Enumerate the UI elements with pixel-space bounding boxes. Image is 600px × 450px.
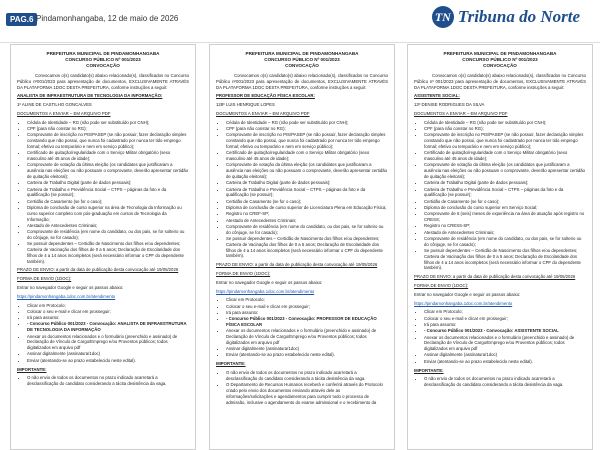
notice-column-1 bbox=[10, 44, 196, 450]
step-item: • Enviar (atentando-se ao prazo estabelecido neste edital). bbox=[424, 359, 586, 365]
step-item: • Clicar em Protocolo; bbox=[424, 309, 586, 315]
docs-item: • Carteira de Trabalho Digital (parte de dados pessoais); bbox=[424, 180, 586, 186]
deadline: PRAZO DE ENVIO: a partir da data de publicação desta convocação até 19/05/2026 bbox=[414, 274, 576, 280]
note-item: • O não envio de todos os documentos no prazo indicado acarretará a desclassificação do candidato considerando a tácita desistência da vaga. bbox=[226, 370, 388, 382]
form-heading: FORMA DE ENVIO (1DOC): bbox=[216, 270, 271, 276]
note-item: • O não envio de todos os documentos no prazo indicado acarretará a desclassificação do candidato considerando a tácita desistência da vaga. bbox=[27, 375, 189, 387]
notice-intro: Convocamos o(s) candidato(s) abaixo relacionado(s), classificados no Concurso Público nº001/2023 para apresentação de documentos, EXCLUSIVAMENTE ATRAVÉS DA PLATAFORMA 1DOC DESTA PREFEITURA, conforme instruções a seguir: bbox=[17, 73, 189, 90]
step-item: • Enviar (atentando-se ao prazo estabelecido neste edital). bbox=[27, 358, 189, 364]
docs-item: • Certidão de Casamento (se for o caso); bbox=[27, 199, 189, 205]
docs-item: • Diploma de conclusão de curso superior na área de Tecnologia da Informação ou curso superior completo com pós-graduação em cursos de Tecnologia da Informação; bbox=[27, 205, 189, 222]
step-item: • Enviar (atentando-se ao prazo estabelecido neste edital). bbox=[226, 352, 388, 358]
newspaper-logo bbox=[432, 6, 580, 28]
notice-title: CONVOCAÇÃO bbox=[86, 63, 120, 68]
docs-item: • Comprovante de votação da última eleição (os candidatos que justificaram a ausência nas eleições ou não possuam o comprovante, deverão apresentar certidão de quitação eleitoral); bbox=[27, 162, 189, 179]
docs-item: • Atestado de Antecedentes Criminais; bbox=[226, 218, 388, 224]
docs-list bbox=[216, 120, 388, 259]
step-item: • Irá para assunto: bbox=[424, 322, 586, 328]
step-item: • Anexar os documentos relacionados e o formulário (preenchido e assinado) de Declaração de Vínculo de Cargo/Emprego e/ou Proventos públicos; todos digitalizados em arquivo pdf bbox=[27, 334, 189, 351]
docs-item: • Carteira de Trabalho e Previdência Social – CTPS – páginas da foto e da qualificação (se possuir); bbox=[226, 187, 388, 199]
notice-contest: CONCURSO PÚBLICO Nº 001/2023 bbox=[65, 57, 141, 62]
docs-item: • Comprovante de inscrição no PIS/PASEP (se não possuir, fazer declaração simples constando que não possui, que nunca foi cadastrado por nunca ter tido emprego formal; efetivo ou temporário e nem em serviço público); bbox=[424, 132, 586, 149]
notice-candidate: 1º ALINE DE CASTILHO GONCALVES bbox=[17, 102, 92, 108]
step-item: • Colocar o seu e-mail e clicar em prosseguir; bbox=[424, 316, 586, 322]
step-item: • Assinar digitalmente (assinatura/1doc) bbox=[226, 346, 388, 352]
docs-item: • Cédula de Identidade – RG (não pode ser substituído por CNH); bbox=[226, 120, 388, 126]
notice-contest: CONCURSO PÚBLICO Nº 001/2023 bbox=[462, 57, 538, 62]
docs-item: • Atestado de Antecedentes Criminais; bbox=[27, 223, 189, 229]
logo-mark-icon: TN bbox=[432, 6, 454, 28]
docs-heading: DOCUMENTOS A ENVIAR – EM ARQUIVO PDF bbox=[414, 110, 508, 116]
note-item: • O Departamento de Recursos Humanos receberá e conferirá através do Protocolo criado pelo envio dos documentos enviando através dele as informações/solicitações e agendamentos para cumprir todo o processo de admissão, inclusive o agendamento do exame admissional e o recebimento da bbox=[226, 382, 388, 405]
docs-item: • Certidão de Casamento (se for o caso); bbox=[226, 199, 388, 205]
docs-item: • Carteira de Trabalho Digital (parte de dados pessoais); bbox=[226, 180, 388, 186]
docs-item: • Cédula de Identidade – RG (não pode ser substituído por CNH); bbox=[424, 120, 586, 126]
deadline: PRAZO DE ENVIO: a partir da data de publicação desta convocação até 19/05/2026 bbox=[216, 262, 378, 268]
deadline: PRAZO DE ENVIO: a partir da data de publicação desta convocação até 19/05/2026 bbox=[17, 267, 179, 273]
docs-item: • Se possuir dependentes – Certidão de Nascimento dos filhos e/ou dependentes; Carteira de Vacinação dos filhos de 0 a 5 anos; Declaração de Escolaridade dos filhos de 4 a 14 anos incompletos (será necessário informar o CPF do dependente também). bbox=[27, 241, 189, 264]
form-intro: Entrar no navegador Google e seguir os passos abaixo: bbox=[216, 279, 323, 285]
form-link[interactable]: https://pindamonhangaba.1doc.com.br/atendimento bbox=[414, 300, 513, 306]
docs-item: • Atestado de Antecedentes Criminais; bbox=[424, 230, 586, 236]
logo-name: Tribuna do Norte bbox=[457, 7, 580, 26]
step-item: • Irá para assunto: bbox=[27, 315, 189, 321]
docs-item: • Carteira de Trabalho e Previdência Social – CTPS – páginas da foto e da qualificação (se possuir); bbox=[27, 187, 189, 199]
step-item: • Colocar o seu e-mail e clicar em prosseguir; bbox=[226, 304, 388, 310]
notice-org: PREFEITURA MUNICIPAL DE PINDAMONHANGABA bbox=[443, 51, 557, 56]
docs-item: • Diploma de conclusão do curso superior em Serviço Social; bbox=[424, 205, 586, 211]
notice-org: PREFEITURA MUNICIPAL DE PINDAMONHANGABA bbox=[245, 51, 359, 56]
step-item: • Colocar o seu e-mail e clicar em prosseguir; bbox=[27, 309, 189, 315]
form-intro: Entrar no navegador Google e seguir os passos abaixo: bbox=[17, 285, 124, 290]
docs-item: • Carteira de Trabalho Digital (parte de dados pessoais); bbox=[27, 180, 189, 186]
form-heading: FORMA DE ENVIO (1DOC): bbox=[414, 283, 469, 288]
notice-intro: Convocamos o(s) candidato(s) abaixo relacionado(s), classificados no Concurso Público nº001/2023 para apresentação de documentos, EXCLUSIVAMENTE ATRAVÉS DA PLATAFORMA 1DOC DESTA PREFEITURA, conforme instruções a seguir: bbox=[216, 73, 388, 90]
docs-list bbox=[414, 120, 586, 271]
notes-list bbox=[216, 370, 388, 405]
docs-item: • Comprovante de residência (em nome do candidato, ou dos pais, se for solteiro ou do cônjuge, se for casado); bbox=[27, 229, 189, 241]
notice-org: PREFEITURA MUNICIPAL DE PINDAMONHANGABA bbox=[46, 51, 160, 56]
docs-item: • Registro no CREF-SP; bbox=[226, 211, 388, 217]
step-item: • Irá para assunto: bbox=[226, 310, 388, 316]
notice-role: ASSISTENTE SOCIAL: bbox=[414, 93, 460, 99]
docs-item: • Carteira de Trabalho e Previdência Social – CTPS – páginas da foto e da qualificação (se possuir); bbox=[424, 187, 586, 199]
notice-header bbox=[216, 51, 388, 69]
step-item: • Clicar em Protocolo; bbox=[226, 297, 388, 303]
step-item: • Anexar os documentos relacionados e o formulário (preenchido e assinado) de Declaração de Vínculo de Cargo/Emprego e/ou Proventos públicos; todos digitalizados em arquivo pdf bbox=[226, 328, 388, 345]
docs-list bbox=[17, 120, 189, 265]
docs-item: • Comprovante de residência (em nome do candidato, ou dos pais, se for solteiro ou do cônjuge, se for casado); bbox=[424, 236, 586, 248]
steps-list bbox=[17, 303, 189, 364]
step-item: • Assinar digitalmente (assinatura/1doc) bbox=[424, 352, 586, 358]
notes-list bbox=[414, 376, 586, 388]
page-header bbox=[0, 0, 600, 43]
docs-item: • Registro no CRESS-SP; bbox=[424, 223, 586, 229]
docs-item: • Comprovante de votação da última eleição (os candidatos que justificaram a ausência nas eleições ou não possuam o comprovante, deverão apresentar certidão de quitação eleitoral); bbox=[226, 162, 388, 179]
docs-item: • Certidão de Casamento (se for o caso); bbox=[424, 199, 586, 205]
notice-title: CONVOCAÇÃO bbox=[285, 63, 319, 68]
notice-column-2 bbox=[209, 44, 395, 450]
notice-role: PROFESSOR DE EDUCAÇÃO FÍSICA ESCOLAR: bbox=[216, 93, 315, 99]
notice-title: CONVOCAÇÃO bbox=[483, 63, 517, 68]
docs-item: • Se possuir dependentes – Certidão de Nascimento dos filhos e/ou dependentes; Carteira de Vacinação dos filhos de 0 a 5 anos; Declaração de Escolaridade dos filhos de 4 a 14 anos incompletos (será necessário informar o CPF do dependente também). bbox=[226, 236, 388, 259]
form-intro: Entrar no navegador Google e seguir os passos abaixo: bbox=[414, 291, 521, 297]
step-item: • - Concurso Público 001/2023 - Convocação: ASSISTENTE SOCIAL bbox=[424, 328, 586, 334]
important-heading: IMPORTANTE: bbox=[216, 361, 246, 367]
docs-item: • Comprovante de votação da última eleição (os candidatos que justificaram a ausência nas eleições ou não possuam o comprovante, deverão apresentar certidão de quitação eleitoral); bbox=[424, 162, 586, 179]
step-item: • - Concurso Público 001/2023 - Convocação: ANALISTA DE INFRAESTRUTURA DE TECNOLOGIA DA INFORMAÇÃO bbox=[27, 321, 189, 333]
docs-item: • Se possuir dependentes – Certidão de Nascimento dos filhos e/ou dependentes; Carteira de Vacinação dos filhos de 0 a 5 anos; Declaração de Escolaridade dos filhos de 4 a 14 anos incompletos (será necessário informar o CPF do dependente também). bbox=[424, 248, 586, 271]
docs-item: • CPF (para não constar no RG); bbox=[226, 126, 388, 132]
docs-item: • CPF (para não constar no RG); bbox=[424, 126, 586, 132]
important-heading: IMPORTANTE: bbox=[17, 366, 47, 372]
docs-heading: DOCUMENTOS A ENVIAR – EM ARQUIVO PDF bbox=[216, 110, 310, 116]
docs-item: • Certificado de quitação/regularidade com o Serviço Militar obrigatório (sexo masculino até 45 anos de idade); bbox=[226, 150, 388, 162]
notice-header bbox=[414, 51, 586, 69]
note-item: • O não envio de todos os documentos no prazo indicado acarretará a desclassificação do candidato considerando a tácita desistência da vaga. bbox=[424, 376, 586, 388]
page-dateline: Pindamonhangaba, 12 de maio de 2026 bbox=[36, 14, 179, 23]
docs-item: • Comprovante de inscrição no PIS/PASEP (se não possuir, fazer declaração simples constando que não possui, que nunca foi cadastrado por nunca ter tido emprego formal; efetivo ou temporário e nem em serviço público); bbox=[226, 132, 388, 149]
docs-item: • Certificado de quitação/regularidade com o Serviço Militar obrigatório (sexo masculino até 45 anos de idade); bbox=[27, 150, 189, 162]
steps-list bbox=[216, 297, 388, 358]
docs-item: • Comprovante de 6 (seis) meses de experiência na área de atuação após registro no CRESS; bbox=[424, 211, 586, 223]
docs-heading: DOCUMENTOS A ENVIAR – EM ARQUIVO PDF bbox=[17, 110, 111, 116]
steps-list bbox=[414, 309, 586, 364]
docs-item: • Diploma de conclusão de curso superior de Licenciatura Plena em Educação Física; bbox=[226, 205, 388, 211]
form-link[interactable]: https://pindamonhangaba.1doc.com.br/atendimento bbox=[216, 288, 315, 294]
notice-candidate: 128º LUIS HENRIQUE LOPES bbox=[216, 102, 275, 108]
step-item: • Anexar os documentos relacionados e o formulário (preenchido e assinado) de Declaração de Vínculo de Cargo/Emprego e/ou Proventos públicos; todos digitalizados em arquivo pdf bbox=[424, 335, 586, 352]
docs-item: • CPF (para não constar no RG); bbox=[27, 126, 189, 132]
notice-contest: CONCURSO PÚBLICO Nº 001/2023 bbox=[264, 57, 340, 62]
page-number-badge: PAG.6 bbox=[6, 13, 37, 26]
important-heading: IMPORTANTE: bbox=[414, 367, 444, 373]
step-item: • - Concurso Público 001/2023 - Convocação: PROFESSOR DE EDUCAÇÃO FÍSICA ESCOLAR bbox=[226, 316, 388, 328]
notice-intro: Convocamos o(s) candidato(s) abaixo relacionado(s), classificados no Concurso Público nº 001/2023 para apresentação de documentos, EXCLUSIVAMENTE ATRAVÉS DA PLATAFORMA 1DOC DESTA PREFEITURA, conforme instruções a seguir: bbox=[414, 73, 586, 90]
notice-column-3 bbox=[407, 44, 593, 450]
notice-header bbox=[17, 51, 189, 69]
form-link[interactable]: https://pindamonhangaba.1doc.com.br/atendimento bbox=[17, 293, 116, 299]
notice-candidate: 13º DENISE RODRIGUES DA SILVA bbox=[414, 102, 485, 108]
form-heading: FORMA DE ENVIO (1DOC): bbox=[17, 276, 72, 282]
step-item: • Assinar digitalmente (assinatura/1doc) bbox=[27, 351, 189, 357]
docs-item: • Comprovante de inscrição no PIS/PASEP (se não possuir, fazer declaração simples constando que não possui, que nunca foi cadastrado por nunca ter tido emprego formal; efetivo ou temporário e nem em serviço público); bbox=[27, 132, 189, 149]
step-item: • Clicar em Protocolo; bbox=[27, 303, 189, 309]
docs-item: • Certificado de quitação/regularidade com o Serviço Militar obrigatório (sexo masculino até 45 anos de idade); bbox=[424, 150, 586, 162]
docs-item: • Cédula de Identidade – RG (não pode ser substituído por CNH); bbox=[27, 120, 189, 126]
notes-list bbox=[17, 375, 189, 387]
notice-role: ANALISTA DE INFRAESTRUTURA DE TECNOLOGIA DA INFORMAÇÃO: bbox=[17, 93, 163, 99]
docs-item: • Comprovante de residência (em nome do candidato, ou dos pais, se for solteiro ou do cônjuge, se for casado); bbox=[226, 224, 388, 236]
